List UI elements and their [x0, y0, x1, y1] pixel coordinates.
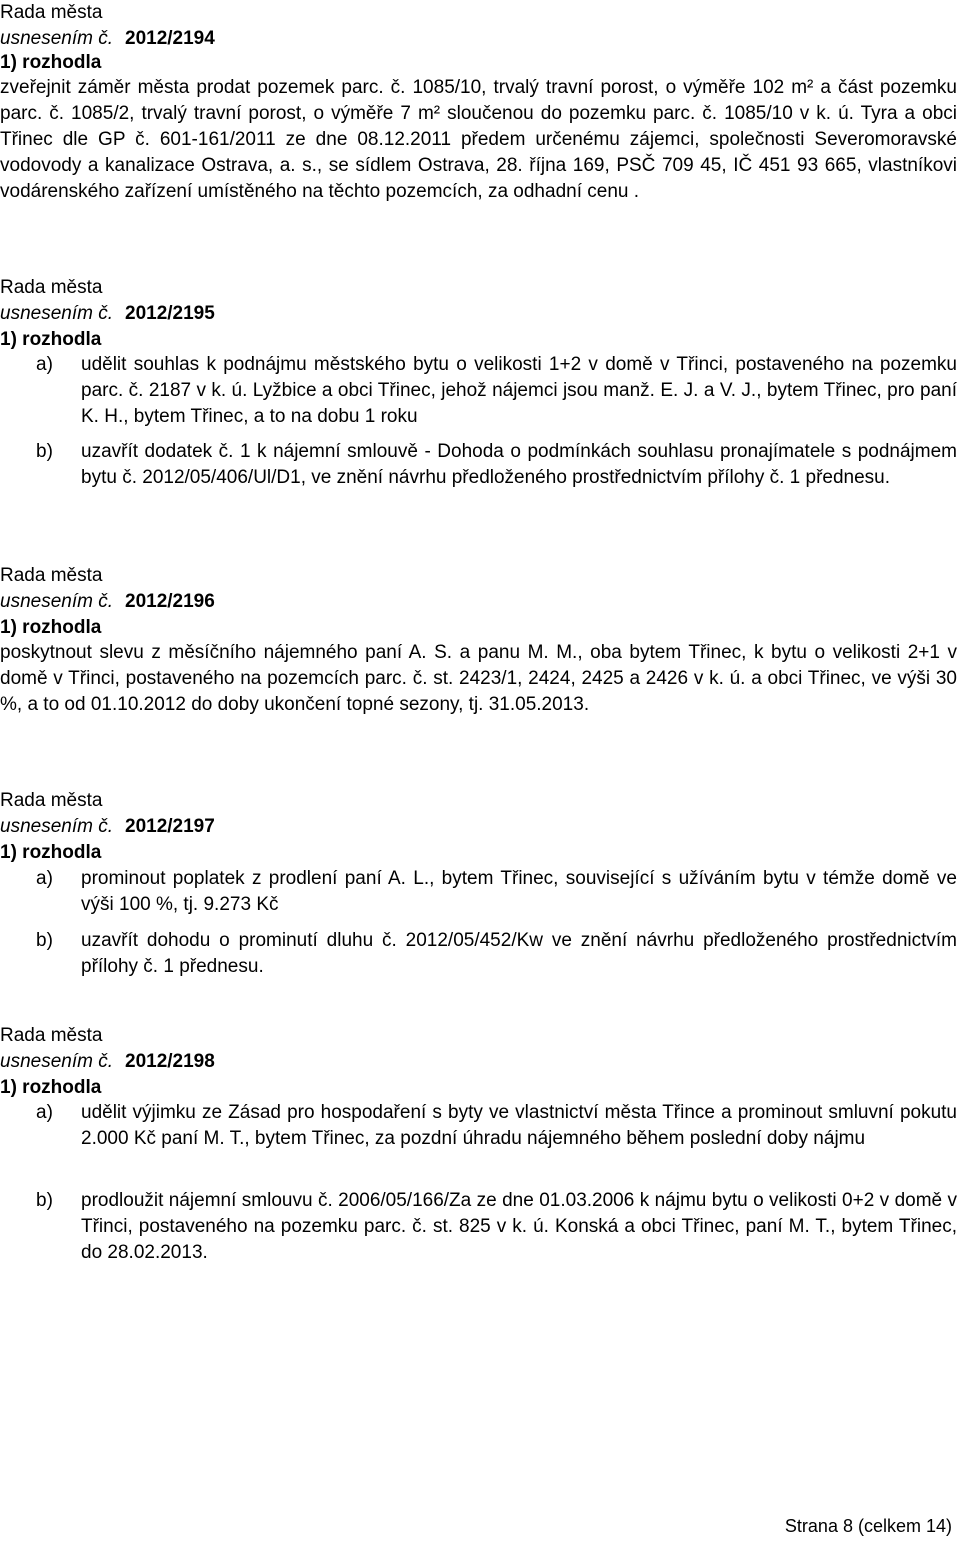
council-label: Rada města — [0, 1025, 103, 1046]
resolution-number: 2012/2197 — [125, 816, 215, 837]
item-text: uzavřít dohodu o prominutí dluhu č. 2012/05/452/Kw ve znění návrhu předloženého prostřednictvím přílohy č. 1 přednesu. — [81, 930, 957, 977]
decision-label: 1) rozhodla — [0, 1077, 102, 1098]
item-letter: a) — [36, 354, 53, 375]
decision-label: 1) rozhodla — [0, 329, 102, 350]
resolution-text: poskytnout slevu z měsíčního nájemného paní A. S. a panu M. M., oba bytem Třinec, k bytu o velikosti 2+1 v domě v Třinci, postaveného na pozemcích parc. č. st. 2423/1, 2424, 2425 a 2426 v k. ú. a obci Třinec, ve výši 30 %, a to od 01.10.2012 do doby ukončení topné sezony, tj. 31.05.2013. — [0, 642, 957, 715]
resolution-number: 2012/2195 — [125, 303, 215, 324]
resolution-label: usnesením č. — [0, 816, 113, 837]
resolution-header — [0, 1050, 215, 1074]
resolution-number: 2012/2198 — [125, 1051, 215, 1072]
decision-label: 1) rozhodla — [0, 52, 102, 73]
resolution-label: usnesením č. — [0, 28, 113, 49]
item-letter: a) — [36, 868, 53, 889]
council-label: Rada města — [0, 790, 103, 811]
council-label: Rada města — [0, 565, 103, 586]
item-text: prominout poplatek z prodlení paní A. L., bytem Třinec, související s užíváním bytu v témže domě ve výši 100 %, tj. 9.273 Kč — [81, 868, 957, 915]
resolution-header — [0, 27, 215, 51]
decision-label: 1) rozhodla — [0, 842, 102, 863]
resolution-label: usnesením č. — [0, 591, 113, 612]
resolution-header — [0, 302, 215, 326]
page-number: Strana 8 (celkem 14) — [784, 1516, 952, 1536]
resolution-header — [0, 590, 215, 614]
council-label: Rada města — [0, 277, 103, 298]
item-letter: b) — [36, 930, 53, 951]
resolution-header — [0, 815, 215, 839]
decision-label: 1) rozhodla — [0, 617, 102, 638]
resolution-label: usnesením č. — [0, 303, 113, 324]
council-label: Rada města — [0, 2, 103, 23]
resolution-text: zveřejnit záměr města prodat pozemek parc. č. 1085/10, trvalý travní porost, o výměře 102 m² a část pozemku parc. č. 1085/2, trvalý travní porost, o výměře 7 m² sloučenou do pozemku parc. č. 1085/10 v k. ú. Tyra a obci Třinec dle GP č. 601-161/2011 ze dne 08.12.2011 předem určenému zájemci, společnosti Severomoravské vodovody a kanalizace Ostrava, a. s., se sídlem Ostrava, 28. října 169, PSČ 709 45, IČ 451 93 665, vlastníkovi vodárenského zařízení umístěného na těchto pozemcích, za odhadní cenu . — [0, 77, 957, 202]
item-text: udělit výjimku ze Zásad pro hospodaření s byty ve vlastnictví města Třince a prominout smluvní pokutu 2.000 Kč paní M. T., bytem Třinec, za pozdní úhradu nájemného během poslední doby nájmu — [81, 1102, 957, 1149]
item-text: uzavřít dodatek č. 1 k nájemní smlouvě - Dohoda o podmínkách souhlasu pronajímatele s podnájmem bytu č. 2012/05/406/Ul/D1, ve znění návrhu předloženého prostřednictvím přílohy č. 1 přednesu. — [81, 441, 957, 488]
item-text: udělit souhlas k podnájmu městského bytu o velikosti 1+2 v domě v Třinci, postaveného na pozemku parc. č. 2187 v k. ú. Lyžbice a obci Třinec, jehož nájemci jsou manž. E. J. a V. J., bytem Třinec, pro paní K. H., bytem Třinec, a to na dobu 1 roku — [81, 354, 957, 427]
item-letter: b) — [36, 1190, 53, 1211]
item-letter: a) — [36, 1102, 53, 1123]
item-text: prodloužit nájemní smlouvu č. 2006/05/166/Za ze dne 01.03.2006 k nájmu bytu o velikosti 0+2 v domě v Třinci, postaveného na pozemku parc. č. st. 825 v k. ú. Konská a obci Třinec, paní M. T., bytem Třinec, do 28.02.2013. — [81, 1190, 957, 1263]
resolution-number: 2012/2194 — [125, 28, 215, 49]
resolution-number: 2012/2196 — [125, 591, 215, 612]
resolution-label: usnesením č. — [0, 1051, 113, 1072]
item-letter: b) — [36, 441, 53, 462]
